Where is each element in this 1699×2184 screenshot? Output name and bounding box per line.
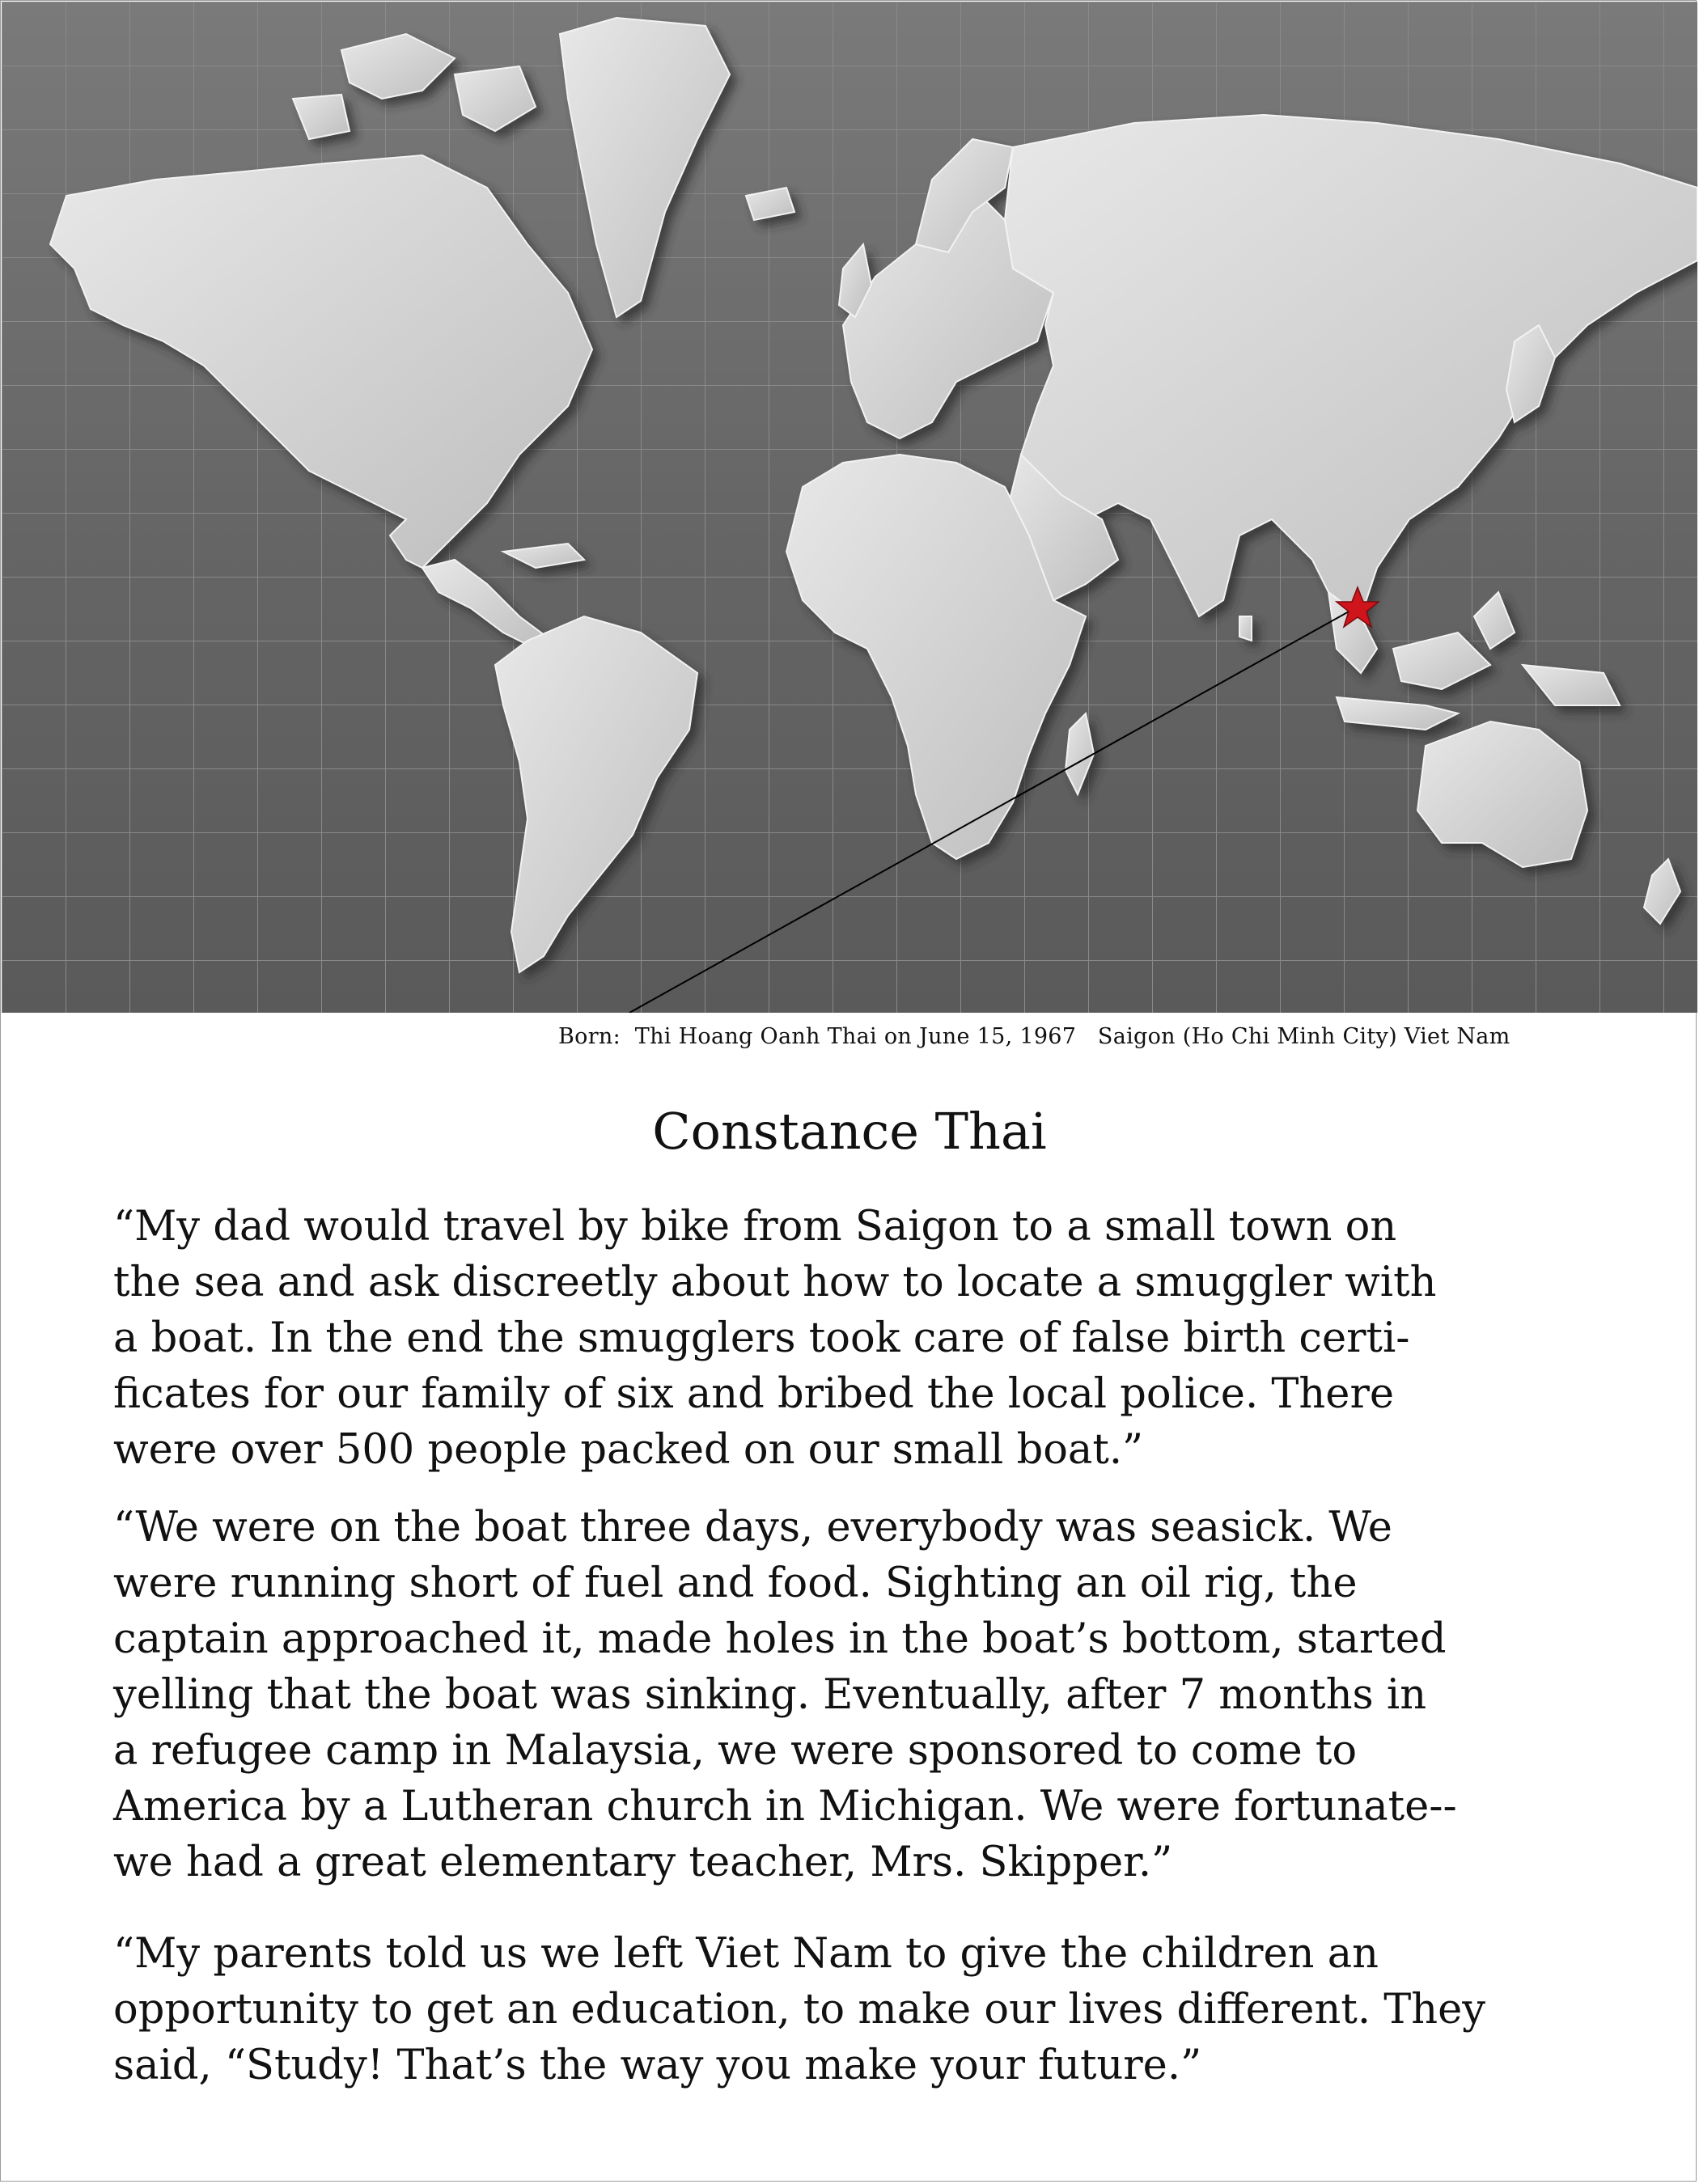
world-map [2, 2, 1697, 1013]
quote-paragraph-3: “My parents told us we left Viet Nam to give the children an opportunity to get an education, to make our lives different. They said, “Study! That’s the way you make your future.” [113, 1930, 1486, 2089]
quote-paragraph-2: “We were on the boat three days, everybody was seasick. We were running short of fuel and food. Sighting an oil rig, the captain approached it, made holes in the boat’s bottom, started yelling that the boat was sinking. Eventually, after 7 months in a refugee camp in Malaysia, we were sponsored to come to America by a Lutheran church in Michigan. We were fortunate-- we had a great elementary teacher, Mrs. Skipper.” [113, 1504, 1457, 1886]
page-title: Constance Thai [652, 1102, 1047, 1161]
quote-paragraph-1: “My dad would travel by bike from Saigon to a small town on the sea and ask discreetly about how to locate a smuggler with a boat. In the end the smugglers took care of false birth certi- ficates for our family of six and bribed the local police. There were over 500 people packed on our small boat.” [113, 1203, 1437, 1474]
birth-caption: Born: Thi Hoang Oanh Thai on June 15, 1967 Saigon (Ho Chi Minh City) Viet Nam [558, 1024, 1510, 1049]
